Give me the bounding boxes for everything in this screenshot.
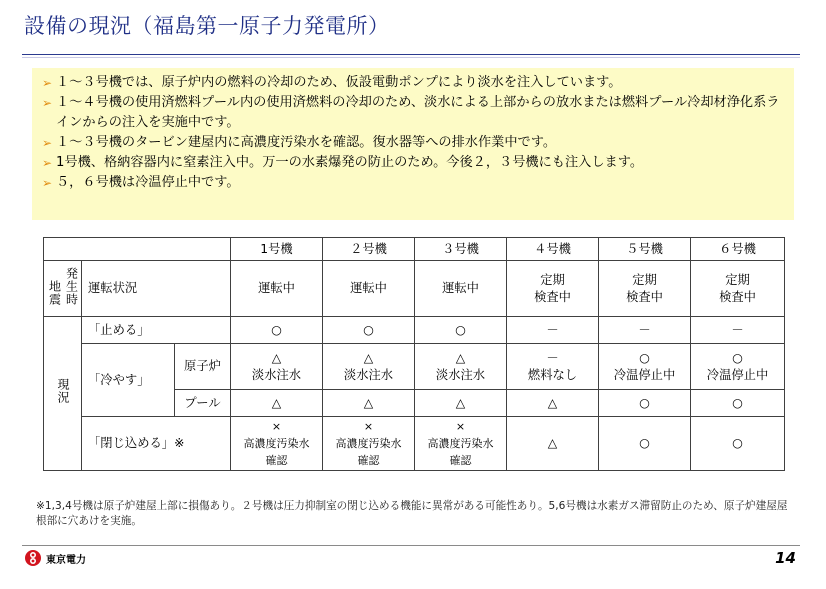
- table-cell: △: [323, 390, 415, 417]
- bullet-item: ➢ １～３号機では、原子炉内の燃料の冷却のため、仮設電動ポンプにより淡水を注入しています。: [42, 73, 784, 93]
- table-cell: ○: [691, 417, 785, 471]
- table-cell: 定期 検査中: [507, 261, 599, 317]
- table-cell: △: [507, 417, 599, 471]
- table-row: [44, 417, 785, 471]
- row-label: 「閉じ込める」※: [82, 417, 231, 471]
- page-number: 14: [775, 549, 796, 567]
- row-label: 「冷やす」: [82, 344, 175, 417]
- table-cell: 運転中: [415, 261, 507, 317]
- table-cell: × 高濃度汚染水 確認: [415, 417, 507, 471]
- table-cell: 定期 検査中: [691, 261, 785, 317]
- bullet-item: ➢ ５，６号機は冷温停止中です。: [42, 173, 784, 193]
- table-row: [44, 261, 785, 317]
- summary-box: [32, 68, 794, 220]
- table-cell: ○ 冷温停止中: [691, 344, 785, 390]
- group-label-now: 現況: [44, 317, 82, 471]
- row-label: 運転状況: [82, 261, 231, 317]
- group-label-quake: [44, 261, 82, 317]
- unit-header: ６号機: [691, 238, 785, 261]
- table-cell: ○: [415, 317, 507, 344]
- arrow-bullet-icon: ➢: [42, 96, 53, 110]
- status-table: [43, 237, 785, 471]
- table-cell: －: [599, 317, 691, 344]
- group-label-quake-col2: 発生時: [64, 266, 79, 306]
- table-cell: × 高濃度汚染水 確認: [323, 417, 415, 471]
- unit-header: ５号機: [599, 238, 691, 261]
- row-label: 「止める」: [82, 317, 231, 344]
- table-cell: 運転中: [231, 261, 323, 317]
- table-cell: △ 淡水注水: [415, 344, 507, 390]
- unit-header: ４号機: [507, 238, 599, 261]
- table-cell: ○ 冷温停止中: [599, 344, 691, 390]
- table-row: [44, 317, 785, 344]
- title-underline: [22, 54, 800, 55]
- table-cell: △: [231, 390, 323, 417]
- footer-divider: [22, 545, 800, 546]
- title-underline-light: [22, 57, 800, 58]
- footnote: ※1,3,4号機は原子炉建屋上部に損傷あり。２号機は圧力抑制室の閉じ込める機能に異常がある可能性あり。5,6号機は水素ガス滞留防止のため、原子炉建屋屋根部に穴あけを実施。: [36, 500, 788, 527]
- arrow-bullet-icon: ➢: [42, 156, 53, 170]
- arrow-bullet-icon: ➢: [42, 176, 53, 190]
- company-logo: [24, 549, 86, 567]
- arrow-bullet-icon: ➢: [42, 136, 53, 150]
- table-cell: ○: [599, 417, 691, 471]
- table-cell: △ 淡水注水: [323, 344, 415, 390]
- table-cell: △: [415, 390, 507, 417]
- unit-header: ２号機: [323, 238, 415, 261]
- table-cell: ○: [691, 390, 785, 417]
- bullet-item: ➢ １～４号機の使用済燃料プール内の使用済燃料の冷却のため、淡水による上部からの放水または燃料プール冷却材浄化系ラインからの注入を実施中です。: [42, 93, 784, 133]
- table-cell: －: [507, 317, 599, 344]
- tepco-logo-icon: [24, 549, 42, 567]
- bullet-item: ➢ １～３号機のタービン建屋内に高濃度汚染水を確認。復水器等への排水作業中です。: [42, 133, 784, 153]
- header-row: [44, 238, 785, 261]
- table-row: [44, 344, 785, 390]
- logo-text: 東京電力: [46, 554, 86, 566]
- bullet-item: ➢ 1号機、格納容器内に窒素注入中。万一の水素爆発の防止のため。今後２，３号機にも注入します。: [42, 153, 784, 173]
- unit-header: ３号機: [415, 238, 507, 261]
- table-cell: － 燃料なし: [507, 344, 599, 390]
- table-cell: △ 淡水注水: [231, 344, 323, 390]
- sub-row-label: 原子炉: [175, 344, 231, 390]
- unit-header: 1号機: [231, 238, 323, 261]
- sub-row-label: プール: [175, 390, 231, 417]
- table-cell: －: [691, 317, 785, 344]
- page-title: 設備の現況（福島第一原子力発電所）: [24, 14, 390, 38]
- corner-cell: [44, 238, 231, 261]
- arrow-bullet-icon: ➢: [42, 76, 53, 90]
- table-cell: △: [507, 390, 599, 417]
- table-cell: ○: [599, 390, 691, 417]
- table-cell: 運転中: [323, 261, 415, 317]
- group-label-quake-col1: 地震: [47, 279, 62, 306]
- table-cell: ○: [231, 317, 323, 344]
- table-cell: ○: [323, 317, 415, 344]
- table-cell: × 高濃度汚染水 確認: [231, 417, 323, 471]
- table-cell: 定期 検査中: [599, 261, 691, 317]
